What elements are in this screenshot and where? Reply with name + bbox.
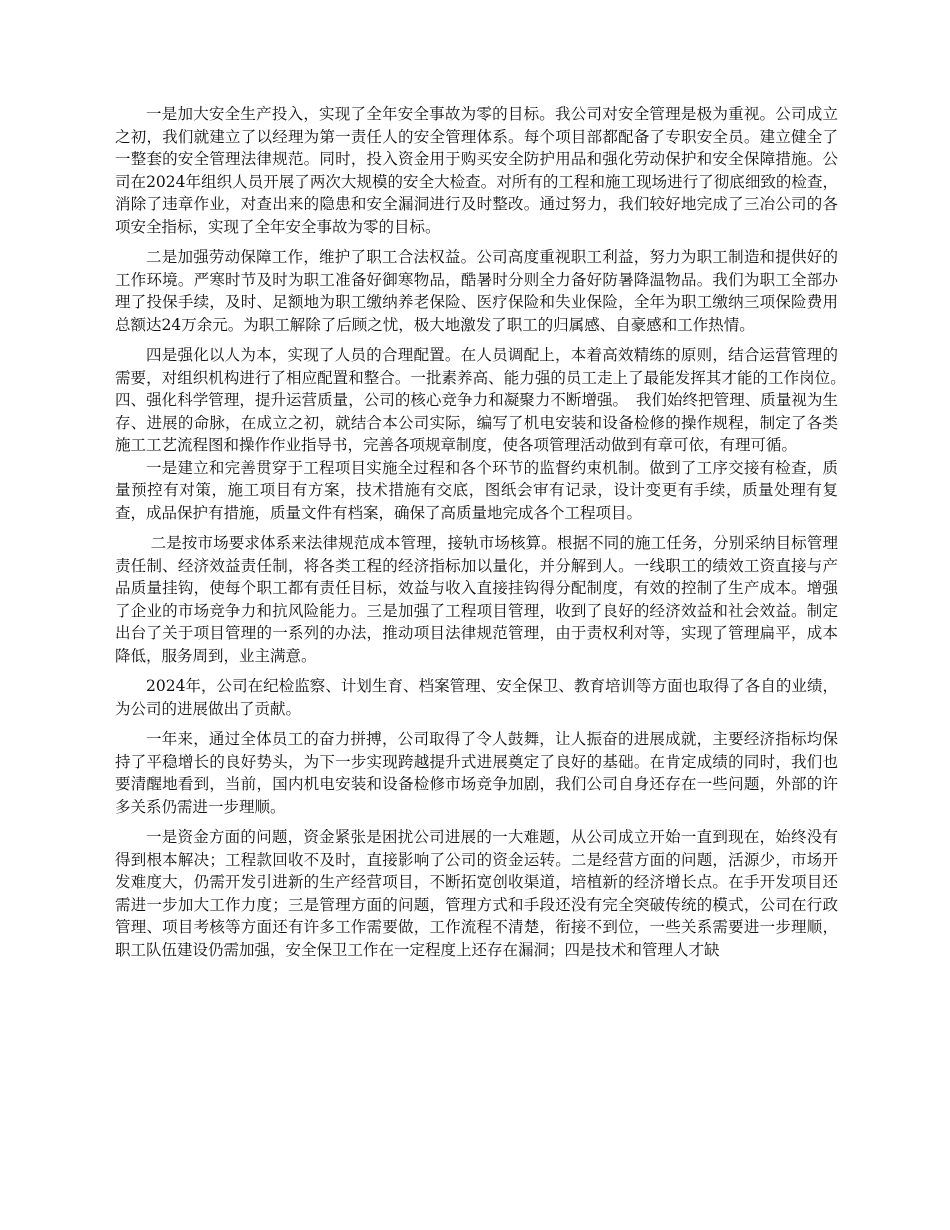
document-body [115, 103, 854, 969]
paragraph-staff-allocation: 四是强化以人为本，实现了人员的合理配置。在人员调配上，本着高效精练的原则，结合运营管理的需要，对组织机构进行了相应配置和整合。一批素养高、能力强的员工走上了最能发挥其才能的工作岗位。 四、强化科学管理，提升运营质量，公司的核心竞争力和凝聚力不断增强。 我们始终把管理、质量视为生存、进展的命脉，在成立之初，就结合本公司实际，编写了机电安装和设备检修的操作规程，制定了各类施工工艺流程图和操作作业指导书，完善各项规章制度，使各项管理活动做到有章可依，有理可循。 [115, 346, 854, 454]
paragraph-safety-investment: 一是加大安全生产投入，实现了全年安全事故为零的目标。我公司对安全管理是极为重视。公司成立之初，我们就建立了以经理为第一责任人的安全管理体系。每个项目部都配备了专职安全员。建立健全了一整套的安全管理法律规范。同时，投入资金用于购买安全防护用品和强化劳动保护和安全保障措施。公司在2024年组织人员开展了两次大规模的安全大检查。对所有的工程和施工现场进行了彻底细致的检查，消除了违章作业，对查出来的隐患和安全漏洞进行及时整改。通过努力，我们较好地完成了三冶公司的各项安全指标，实现了全年安全事故为零的目标。 [115, 105, 838, 236]
paragraph-supervision-mechanism: 一是建立和完善贯穿于工程项目实施全过程和各个环节的监督约束机制。做到了工序交接有检查，质量预控有对策，施工项目有方案，技术措施有交底，图纸会审有记录，设计变更有手续，质量处理有复查，成品保护有措施，质量文件有档案，确保了高质量地完成各个工程项目。 [115, 458, 838, 522]
paragraph-existing-problems: 一是资金方面的问题，资金紧张是困扰公司进展的一大难题，从公司成立开始一直到现在，始终没有得到根本解决；工程款回收不及时，直接影响了公司的资金运转。二是经营方面的问题，活源少，市场开发难度大，仍需开发引进新的生产经营项目，不断拓宽创收渠道，培植新的经济增长点。在手开发项目还需进一步加大工作力度；三是管理方面的问题，管理方式和手段还没有完全突破传统的模式，公司在行政管理、项目考核等方面还有许多工作需要做，工作流程不清楚，衔接不到位，一些关系需要进一步理顺，职工队伍建设仍需加强，安全保卫工作在一定程度上还存在漏洞；四是技术和管理人才缺 [115, 828, 838, 959]
paragraph-year-summary: 一年来，通过全体员工的奋力拼搏，公司取得了令人鼓舞，让人振奋的进展成就，主要经济指标均保持了平稳增长的良好势头，为下一步实现跨越提升式进展奠定了良好的基础。在肯定成绩的同时，我们也要清醒地看到，当前，国内机电安装和设备检修市场竞争加剧，我们公司自身还存在一些问题，外部的许多关系仍需进一步理顺。 [115, 730, 838, 816]
paragraph-annual-achievements: 2024年，公司在纪检监察、计划生育、档案管理、安全保卫、教育培训等方面也取得了各自的业绩，为公司的进展做出了贡献。 [115, 677, 838, 718]
paragraph-cost-management: 二是按市场要求体系来法律规范成本管理，接轨市场核算。根据不同的施工任务，分别采纳目标管理责任制、经济效益责任制，将各类工程的经济指标加以量化，并分解到人。一线职工的绩效工资直接与产品质量挂钩，使每个职工都有责任目标，效益与收入直接挂钩得分配制度，有效的控制了生产成本。增强了企业的市场竞争力和抗风险能力。三是加强了工程项目管理，收到了良好的经济效益和社会效益。制定出台了关于项目管理的一系列的办法，推动项目法律规范管理，由于责权利对等，实现了管理扁平，成本降低，服务周到，业主满意。 [115, 534, 838, 665]
paragraph-labor-protection: 二是加强劳动保障工作，维护了职工合法权益。公司高度重视职工利益，努力为职工制造和提供好的工作环境。严寒时节及时为职工准备好御寒物品，酷暑时分则全力备好防暑降温物品。我们为职工全部办理了投保手续，及时、足额地为职工缴纳养老保险、医疗保险和失业保险，全年为职工缴纳三项保险费用总额达24万余元。为职工解除了后顾之忧，极大地激发了职工的归属感、自豪感和工作热情。 [115, 248, 838, 334]
